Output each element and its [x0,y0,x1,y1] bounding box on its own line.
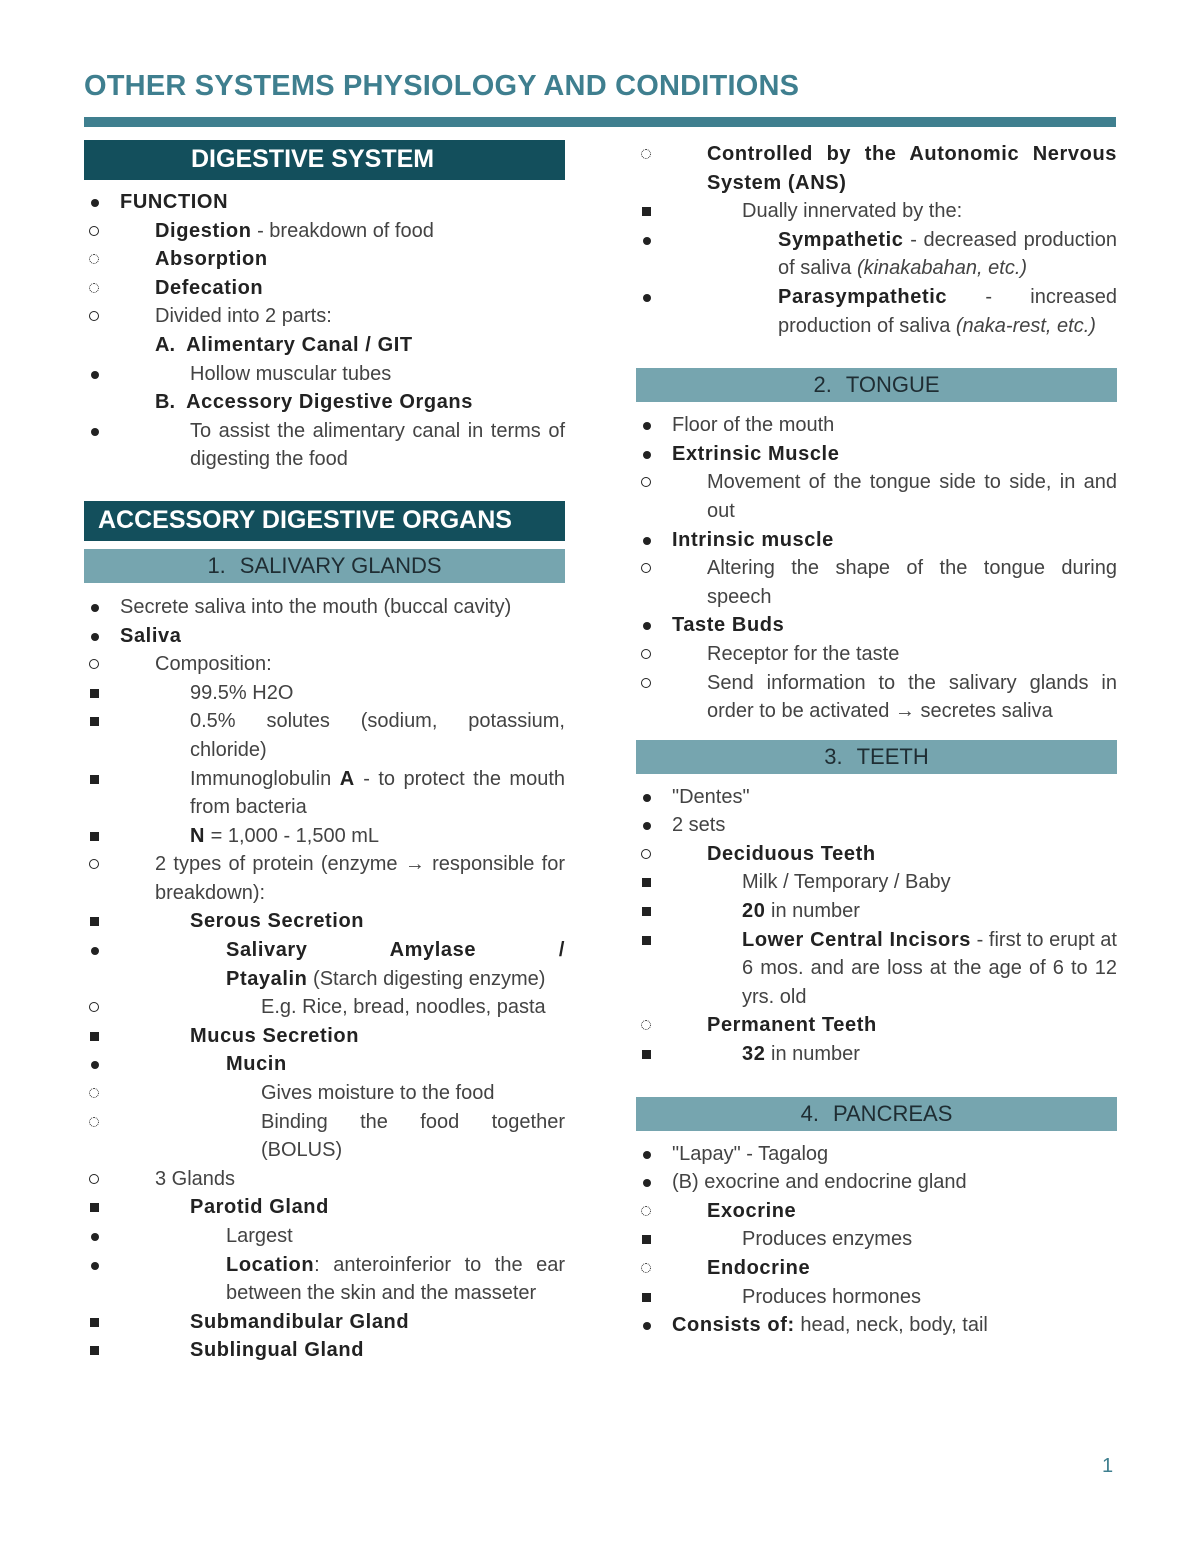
section-header-digestive-system: DIGESTIVE SYSTEM [84,140,565,180]
list-item: B. Accessory Digestive Organs [155,391,473,414]
list-item: To assist the alimentary canal in terms of digesting the food [84,417,565,474]
page-number: 1 [1102,1455,1114,1477]
list-item: 32 in number [636,1040,1117,1069]
list-item: Send information to the salivary glands in order to be activated → secretes saliva [636,669,1117,726]
list-item: A. Alimentary Canal / GIT [155,333,413,356]
subsection-header-tongue: 2. TONGUE [636,368,1117,402]
list-item: Immunoglobulin A - to protect the mouth from bacteria [84,765,565,822]
list-item: Largest [84,1222,565,1251]
list-item: Exocrine [636,1197,1117,1226]
list-item: Consists of: head, neck, body, tail [636,1311,1117,1340]
list-item: Mucin [84,1050,565,1079]
list-item: Gives moisture to the food [84,1079,565,1108]
subsection-header-teeth: 3. TEETH [636,740,1117,774]
list-item: Serous Secretion [84,907,565,936]
list-item: Sympathetic - decreased production of saliva (kinakabahan, etc.) [636,226,1117,283]
left-column [84,140,565,1365]
list-item: Produces enzymes [636,1225,1117,1254]
list-item: Salivary Amylase / Ptayalin (Starch digesting enzyme) [84,936,565,993]
list-item: Location: anteroinferior to the ear between the skin and the masseter [84,1251,565,1308]
list-item: N = 1,000 - 1,500 mL [84,822,565,851]
list-item: Lower Central Incisors - first to erupt at 6 mos. and are loss at the age of 6 to 12 yrs. old [636,926,1117,1012]
list-item: Sublingual Gland [84,1336,565,1365]
list-item: Endocrine [636,1254,1117,1283]
list-item: Absorption [84,245,565,274]
list-item: Saliva [84,622,565,651]
list-item: Parotid Gland [84,1193,565,1222]
list-item: Divided into 2 parts: [84,302,565,331]
list-item: "Lapay" - Tagalog [636,1140,1117,1169]
list-item: Taste Buds [636,611,1117,640]
right-column [636,140,1117,1340]
list-item: Binding the food together (BOLUS) [84,1108,565,1165]
section-header-accessory-organs: ACCESSORY DIGESTIVE ORGANS [84,501,565,541]
list-item: Submandibular Gland [84,1308,565,1337]
list-item: Hollow muscular tubes [84,360,565,389]
list-item: 99.5% H2O [84,679,565,708]
list-item: Defecation [84,274,565,303]
list-item: "Dentes" [636,783,1117,812]
list-item: 2 types of protein (enzyme → responsible for breakdown): [84,850,565,907]
list-item: Receptor for the taste [636,640,1117,669]
list-item: Floor of the mouth [636,411,1117,440]
list-item: Altering the shape of the tongue during speech [636,554,1117,611]
list-item: Deciduous Teeth [636,840,1117,869]
list-item: Mucus Secretion [84,1022,565,1051]
list-item: Permanent Teeth [636,1011,1117,1040]
list-item: 3 Glands [84,1165,565,1194]
list-item: Controlled by the Autonomic Nervous System (ANS) [636,140,1117,197]
list-item: Digestion - breakdown of food [84,217,565,246]
list-item: 2 sets [636,811,1117,840]
list-item: E.g. Rice, bread, noodles, pasta [84,993,565,1022]
list-item: Intrinsic muscle [636,526,1117,555]
subsection-header-salivary-glands: 1. SALIVARY GLANDS [84,549,565,583]
list-item: (B) exocrine and endocrine gland [636,1168,1117,1197]
list-item: Produces hormones [636,1283,1117,1312]
list-item: Parasympathetic - increased production of saliva (naka-rest, etc.) [636,283,1117,340]
page-title: OTHER SYSTEMS PHYSIOLOGY AND CONDITIONS [84,70,800,102]
list-item: Movement of the tongue side to side, in and out [636,468,1117,525]
title-divider [84,117,1116,127]
list-item: Composition: [84,650,565,679]
list-item: Extrinsic Muscle [636,440,1117,469]
list-item: 20 in number [636,897,1117,926]
subsection-header-pancreas: 4. PANCREAS [636,1097,1117,1131]
list-item: Dually innervated by the: [636,197,1117,226]
list-item: FUNCTION [84,188,565,217]
list-item: Milk / Temporary / Baby [636,868,1117,897]
list-item: 0.5% solutes (sodium, potassium, chloride) [84,707,565,764]
list-item: Secrete saliva into the mouth (buccal cavity) [84,593,565,622]
